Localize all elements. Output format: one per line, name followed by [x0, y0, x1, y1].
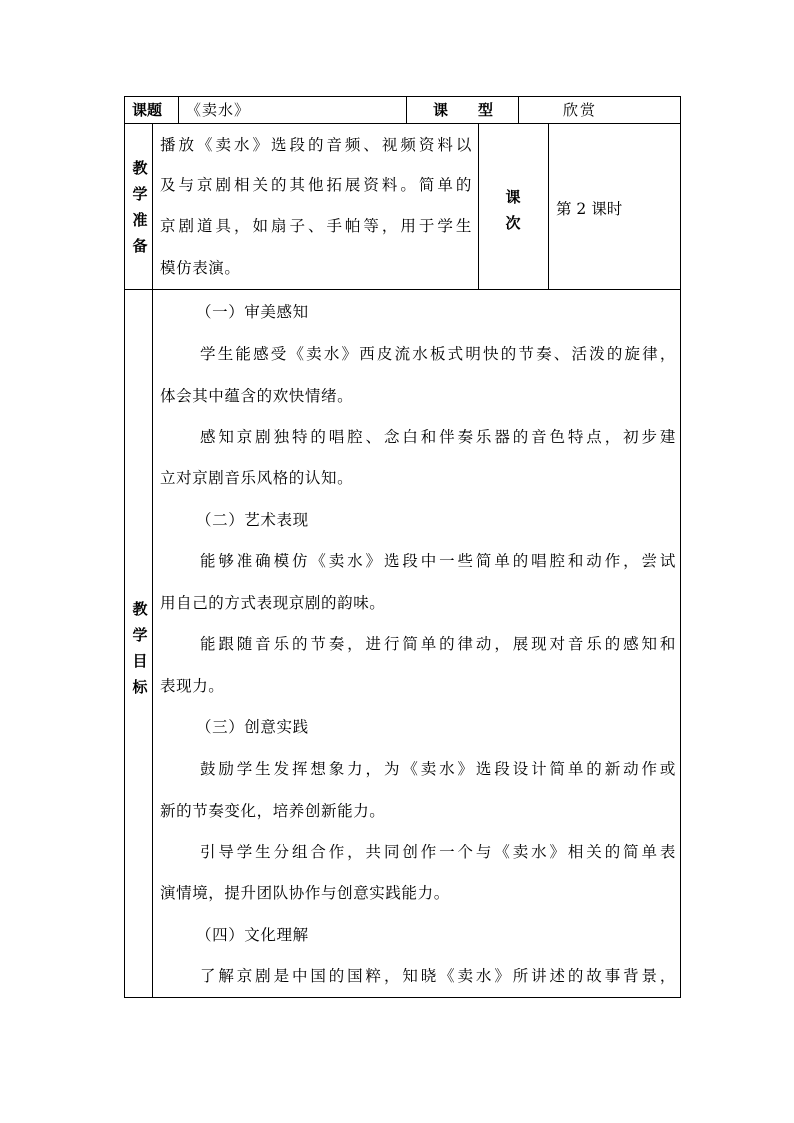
goals-line: 引导学生分组合作，共同创作一个与《卖水》相关的简单表 — [200, 843, 676, 861]
goals-line: 感知京剧独特的唱腔、念白和伴奏乐器的音色特点，初步建 — [200, 428, 676, 446]
goals-subheading: （一）审美感知 — [196, 303, 309, 321]
goals-subheading: （二）艺术表现 — [196, 511, 309, 529]
label-column-divider — [152, 123, 153, 998]
goals-line: 体会其中蕴含的欢快情绪。 — [160, 387, 354, 405]
table-border-right — [680, 96, 681, 998]
goals-line: 了解京剧是中国的国粹，知晓《卖水》所讲述的故事背景， — [200, 967, 676, 985]
topic-value: 《卖水》 — [186, 101, 251, 119]
goals-line: 立对京剧音乐风格的认知。 — [160, 469, 354, 487]
goals-line: 新的节奏变化，培养创新能力。 — [160, 802, 386, 820]
goals-line: 表现力。 — [160, 677, 225, 695]
prep-divider-b — [548, 123, 549, 290]
table-divider-2 — [124, 289, 681, 290]
goals-line: 演情境，提升团队协作与创意实践能力。 — [160, 884, 450, 902]
goals-line: 鼓励学生发挥想象力，为《卖水》选段设计简单的新动作或 — [200, 760, 676, 778]
type-value: 欣赏 — [563, 101, 598, 119]
type-label: 课 型 — [433, 101, 494, 119]
table-border-bottom — [124, 997, 681, 998]
session-value: 第 2 课时 — [556, 200, 623, 218]
goals-label: 教学目标 — [132, 600, 148, 696]
header-divider-a — [178, 96, 179, 124]
prep-line: 模仿表演。 — [160, 259, 241, 277]
header-divider-c — [518, 96, 519, 124]
topic-label: 课题 — [132, 101, 163, 119]
goals-line: 学生能感受《卖水》西皮流水板式明快的节奏、活泼的旋律， — [200, 345, 676, 363]
goals-line: 用自己的方式表现京剧的韵味。 — [160, 594, 386, 612]
table-divider-1 — [124, 123, 681, 124]
header-divider-b — [406, 96, 407, 124]
goals-line: 能够准确模仿《卖水》选段中一些简单的唱腔和动作，尝试 — [200, 552, 676, 570]
prep-line: 京剧道具，如扇子、手帕等，用于学生 — [160, 217, 472, 235]
prep-line: 播放《卖水》选段的音频、视频资料以 — [160, 136, 472, 154]
goals-subheading: （三）创意实践 — [196, 718, 309, 736]
table-border-top — [124, 96, 681, 97]
prep-divider-a — [478, 123, 479, 290]
goals-line: 能跟随音乐的节奏，进行简单的律动，展现对音乐的感知和 — [200, 635, 676, 653]
table-border-left — [124, 96, 125, 998]
session-label: 课次 — [505, 188, 521, 232]
goals-subheading: （四）文化理解 — [196, 926, 309, 944]
prep-label: 教学准备 — [132, 159, 148, 255]
prep-line: 及与京剧相关的其他拓展资料。简单的 — [160, 176, 472, 194]
